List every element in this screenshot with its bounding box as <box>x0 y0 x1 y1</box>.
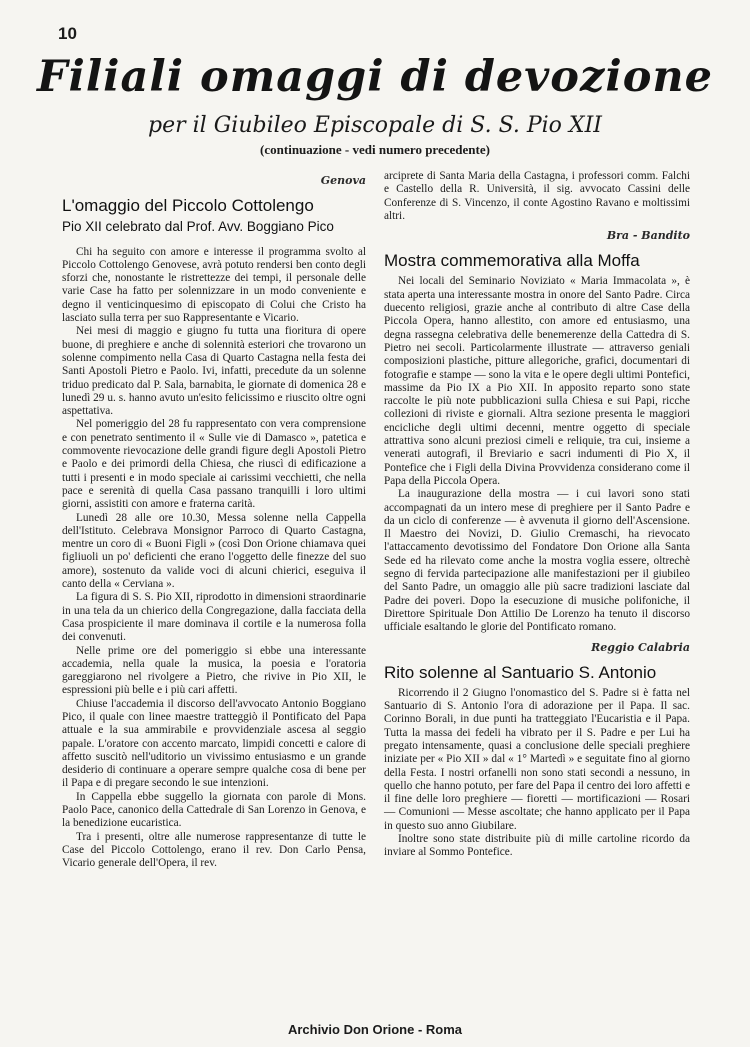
paragraph: In Cappella ebbe suggello la giornata con parole di Mons. Paolo Pace, canonico della Cattedrale di San Lorenzo in Genova, e la benedizione eucaristica. <box>62 790 366 830</box>
paragraph: Nelle prime ore del pomeriggio si ebbe una interessante accademia, nella quale la musica, la poesia e l'oratoria gareggiarono nel rivolgere a Pietro, che rivive in Pio XII, le espressioni più belle e i più cari affetti. <box>62 644 366 697</box>
paragraph: La figura di S. S. Pio XII, riprodotto in dimensioni straordinarie in una tela da un chierico della Congregazione, dalla facciata della Casa prospiciente il mare dominava il cortile e la numerosa folla dei convenuti. <box>62 591 366 644</box>
page-title: Filiali omaggi di devozione <box>36 52 714 102</box>
left-column <box>62 168 366 871</box>
place-reggio-calabria: Reggio Calabria <box>591 640 690 654</box>
paragraph: Nei mesi di maggio e giugno fu tutta una fioritura di opere buone, di preghiere e anche di solennità esteriori che trovarono un solenne compimento nella Casa di Quarto Castagna nella festa dei Santi Apostoli Pietro e Paolo. Ivi, infatti, precedute da un solenne triduo predicato dal P. Sala, barnabita, le giornate di domenica 28 e lunedì 29 u. s. hanno avuto un'esito felicissimo e riuscito oltre ogni aspettativa. <box>62 325 366 418</box>
paragraph: Chi ha seguito con amore e interesse il programma svolto al Piccolo Cottolengo Genovese, avrà potuto rendersi ben conto degli sforzi che, nonostante le ristrettezze dei tempi, il personale delle varie Case ha fatto per solennizzare in un modo conveniente e degno il venticinquesimo di episcopato di Colui che Cristo ha lasciato sulla terra per suo Rappresentante e Vicario. <box>62 245 366 325</box>
paragraph: Lunedì 28 alle ore 10.30, Messa solenne nella Cappella dell'Istituto. Celebrava Monsignor Parroco di Quarto Castagna, mentre un coro di « Buoni Figli » (così Don Orione chiamava quei figliuoli un po' deficienti che erano l'oggetto delle finezze del suo amore), sostenuto da valide voci di alcuni chierici, eseguiva il canto della « Cerviana ». <box>62 511 366 591</box>
article-heading-cottolengo: L'omaggio del Piccolo Cottolengo <box>62 196 314 216</box>
paragraph-carryover: arciprete di Santa Maria della Castagna, i professori comm. Falchi e Castello della R. Università, il sig. avvocato Cassini delle Conferenze di S. Vincenzo, il conte Agostino Ravano e moltissimi altri. <box>384 170 690 222</box>
paragraph: Tra i presenti, oltre alle numerose rappresentanze di tutte le Case del Piccolo Cottolengo, erano il rev. Don Carlo Pensa, Vicario generale dell'Opera, il rev. <box>62 830 366 870</box>
paragraph: Nel pomeriggio del 28 fu rappresentato con vera comprensione e con penetrato sentimento il « Sulle vie di Damasco », patetica e commovente rievocazione delle grandi figure degli Apostoli Pietro e Paolo e dei primordi della Chiesa, che riuscì di edificazione a tutti i presenti e in modo speciale ai carissimi vecchietti, che nella pace e serenità di quella Casa passano tranquilli i loro ultimi giorni, assistiti con amore e fraterna carità. <box>62 418 366 511</box>
continuation-note: (continuazione - vedi numero precedente) <box>260 142 490 157</box>
article-heading-rito: Rito solenne al Santuario S. Antonio <box>384 662 657 682</box>
paragraph: Chiuse l'accademia il discorso dell'avvocato Antonio Boggiano Pico, il quale con linee maestre tratteggiò il Pontificato del Papa attuale e la sua ammirabile e provvidenziale ascesa al seggio papale. L'oratore con accento marcato, limpidi concetti e calore di affetto suscitò nell'uditorio un vivissimo entusiasmo e un grande desiderio di continuare a operare sempre qualche cosa di bene per il Papa e di pregare secondo le sue intenzioni. <box>62 697 366 790</box>
footer-archive-label: Archivio Don Orione - Roma <box>287 1022 463 1037</box>
place-bra-bandito: Bra - Bandito <box>606 229 690 243</box>
paragraph: Ricorrendo il 2 Giugno l'onomastico del S. Padre si è fatta nel Santuario di S. Antonio l'ora di adorazione per il Papa. Il sac. Corinno Borali, in due punti ha tratteggiato l'Eucaristia e il Papa. Tutta la massa dei fedeli ha vibrato per il S. Padre e per Lui ha pregato intensamente, quasi a conclusione delle speciali preghiere iniziate per « Pio XII » dal « 1° Martedì » e seguitate fino al giorno della Festa. I nostri orfanelli non sono stati secondi a nessuno, in quello che hanno potuto, per fare del Papa il centro dei loro affetti e il fine delle loro preghiere — fioretti — mortificazioni — Rosari — Comunioni — Messe ascoltate; che hanno applicato per il Papa in questo suo anno Giubilare. <box>384 686 690 832</box>
paragraph: La inaugurazione della mostra — i cui lavori sono stati accompagnati da un intero mese di preghiere per il Santo Padre e da un ciclo di conferenze — è avvenuta il giorno dell'Ascensione. Il Maestro dei Novizi, D. Giulio Cremaschi, ha rievocato l'attaccamento devotissimo del Fondatore Don Orione alla Santa Sede ed ha rilevato come anche la mostra voglia essere, oltrechè segno di fervida partecipazione alle manifestazioni per il giubileo del Santo Padre, un omaggio alle più sacre tradizioni lasciate dal Padre dei poveri. Dopo la esecuzione di musiche polifoniche, il Direttore Spirituale Don Attilio De Lorenzo ha tenuto il discorso ufficiale esaltando le glorie del Pontificato romano. <box>384 488 690 634</box>
paragraph: Inoltre sono state distribuite più di mille cartoline ricordo da inviare al Sommo Pontefice. <box>384 833 690 859</box>
right-column <box>384 170 690 860</box>
paragraph: Nei locali del Seminario Noviziato « Maria Immacolata », è stata aperta una interessante mostra in onore del Santo Padre. Circa duecento religiosi, grazie anche al contributo di altre Case della Piccola Opera, hanno allestito, con amore ed entusiasmo, una degna rassegna celebrativa delle benemerenze della Cattedra di S. Pietro nei secoli. Particolarmente illustrate — attraverso geniali composizioni plastiche, pitture allegoriche, grafici, documentari di fotografie e stampe — sono la vita e le opere degli ultimi Pontefici, massime da Pio IX a Pio XII. In apposito reparto sono state raccolte le più note pubblicazioni sulla Chiesa e sui Papi, ricche collezioni di riviste e giornali. Altra sezione presenta le maggiori encicliche degli ultimi decenni, mentre oggetto di speciale attrattiva sono alcuni preziosi cimeli e reliquie, tra cui, insieme a venerati autografi, il Breviario e sacri indumenti di Pio X, il Pontefice che i Figli della Divina Provvidenza considerano come il Papa della Piccola Opera. <box>384 275 690 487</box>
place-genova: Genova <box>320 174 366 187</box>
article-heading-mostra: Mostra commemorativa alla Moffa <box>384 251 640 271</box>
article-subheading-boggiano: Pio XII celebrato dal Prof. Avv. Boggiano Pico <box>62 219 334 235</box>
page-number: 10 <box>58 24 77 43</box>
page-subtitle: per il Giubileo Episcopale di S. S. Pio XII <box>148 113 602 138</box>
